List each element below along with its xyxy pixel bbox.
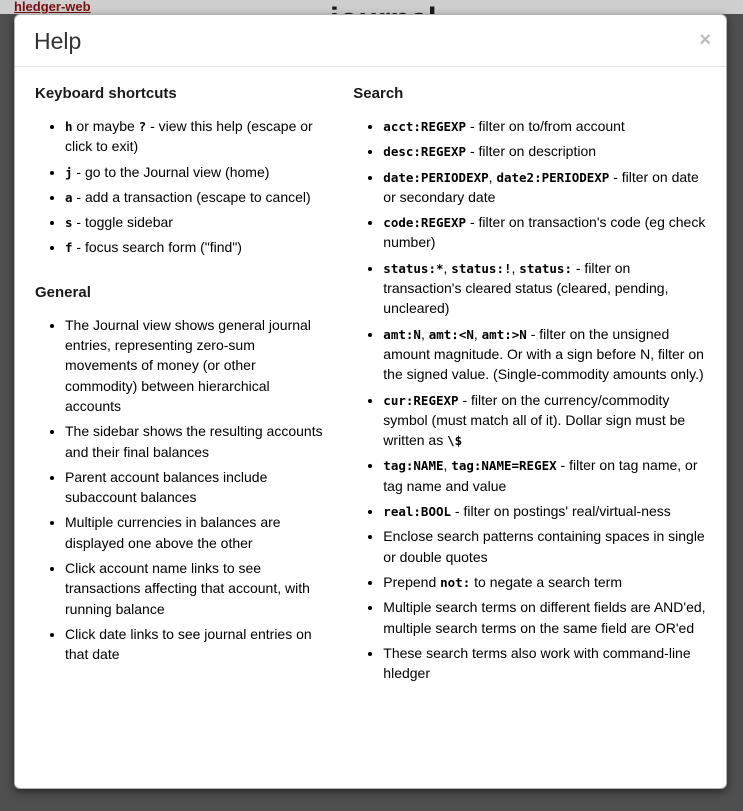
list-item-text: , (443, 457, 452, 474)
list-item (383, 501, 708, 521)
list-item (65, 315, 325, 416)
list-item (65, 116, 325, 157)
list-item (383, 324, 708, 385)
list-item-text: - filter on the currency/commodity symbol (must match all of it). Dollar sign must be written as (383, 391, 686, 449)
help-list (35, 116, 325, 258)
list-item (383, 212, 708, 253)
list-item (383, 141, 708, 161)
help-column-left (35, 79, 351, 709)
code-term: h (65, 119, 73, 134)
help-list (353, 116, 708, 683)
list-item (383, 258, 708, 319)
list-item (383, 526, 708, 567)
code-term: \$ (447, 433, 463, 449)
code-term: status:* (383, 260, 444, 276)
code-term: real:BOOL (383, 504, 452, 520)
list-item (383, 116, 708, 136)
code-term: amt:>N (481, 326, 527, 342)
code-term: cur:REGEXP (383, 392, 459, 408)
list-item (383, 390, 708, 451)
code-term: desc:REGEXP (383, 144, 467, 160)
section-heading: Search (353, 85, 404, 102)
list-item (383, 572, 708, 592)
brand-link[interactable]: hledger-web (14, 0, 91, 14)
list-item-text: Enclose search patterns containing spaces in single or double quotes (383, 528, 705, 565)
help-column-right (351, 79, 708, 709)
list-item-text: These search terms also work with command-line hledger (383, 644, 691, 682)
list-item-text: - filter on date or secondary date (383, 168, 699, 205)
list-item-text: - focus search form ("find") (72, 239, 242, 256)
list-item (383, 643, 708, 684)
list-item (65, 421, 325, 462)
code-term: s (65, 215, 73, 231)
list-item-text: The sidebar shows the resulting accounts and their final balances (65, 423, 323, 460)
list-item-text: - view this help (escape or click to exit) (65, 118, 313, 155)
list-item-text: , (443, 259, 452, 276)
list-item (383, 455, 708, 496)
list-item-text: - filter on transaction's code (eg check number) (383, 214, 706, 251)
list-item-text: - filter on the unsigned amount magnitude. Or with a sign before N, filter on the signed value. (Single-commodity amounts only.) (383, 325, 704, 383)
code-term: date:PERIODEXP (383, 169, 489, 185)
list-item (65, 162, 325, 182)
modal-title: Help (34, 28, 82, 54)
list-item (65, 212, 325, 232)
code-term: amt:<N (428, 326, 474, 342)
code-term: f (65, 240, 73, 256)
list-item-text: The Journal view shows general journal entries, representing zero-sum movements of money (or other commodity) between hierarchical accounts (65, 316, 311, 414)
list-item-text: - filter on postings' real/virtual-ness (451, 503, 671, 520)
code-term: ? (138, 119, 147, 134)
code-term: j (65, 164, 73, 180)
list-item-text: , (473, 325, 482, 342)
modal-header (15, 15, 726, 67)
list-item-text: - go to the Journal view (home) (72, 163, 270, 180)
list-item-text: Prepend (383, 573, 441, 590)
list-item-text: to negate a search term (470, 573, 622, 590)
list-item-text: or maybe (72, 118, 139, 134)
list-item (65, 512, 325, 553)
list-item-text: , (488, 168, 497, 185)
list-item (65, 237, 325, 257)
list-item-text: Multiple currencies in balances are displayed one above the other (65, 514, 281, 551)
code-term: status: (519, 260, 572, 276)
list-item-text: , (511, 259, 520, 276)
list-item-text: - filter on tag name, or tag name and value (383, 457, 698, 494)
list-item (65, 467, 325, 508)
list-item-text: - filter on description (466, 143, 597, 160)
section-heading: General (35, 283, 91, 301)
help-modal (14, 14, 727, 789)
page-header-behind (0, 0, 743, 14)
list-item (65, 624, 325, 665)
modal-body (15, 67, 726, 729)
section-heading: Keyboard shortcuts (35, 85, 177, 102)
help-list (35, 315, 325, 665)
code-term: a (65, 189, 73, 205)
list-item-text: - toggle sidebar (72, 214, 173, 231)
close-icon[interactable]: × (699, 29, 711, 51)
list-item (383, 597, 708, 638)
list-item-text: - filter on to/from account (466, 118, 625, 134)
list-item-text: - filter on transaction's cleared status (cleared, pending, uncleared) (383, 259, 669, 317)
list-item-text: Click account name links to see transactions affecting that account, with running balance (65, 560, 310, 617)
list-item (65, 558, 325, 619)
code-term: status:! (451, 260, 512, 276)
code-term: tag:NAME=REGEX (451, 458, 557, 474)
list-item-text: , (420, 325, 429, 342)
list-item-text: Multiple search terms on different fields are AND'ed, multiple search terms on the same field are OR'ed (383, 599, 706, 636)
list-item-text: Parent account balances include subaccount balances (65, 468, 268, 506)
code-term: amt:N (383, 326, 421, 342)
code-term: date2:PERIODEXP (496, 169, 610, 185)
list-item (383, 167, 708, 208)
code-term: acct:REGEXP (383, 119, 467, 134)
code-term: tag:NAME (383, 458, 444, 474)
list-item (65, 187, 325, 207)
list-item-text: - add a transaction (escape to cancel) (72, 188, 311, 205)
code-term: code:REGEXP (383, 215, 467, 231)
list-item-text: Click date links to see journal entries on that date (65, 625, 312, 663)
code-term: not: (440, 574, 471, 590)
